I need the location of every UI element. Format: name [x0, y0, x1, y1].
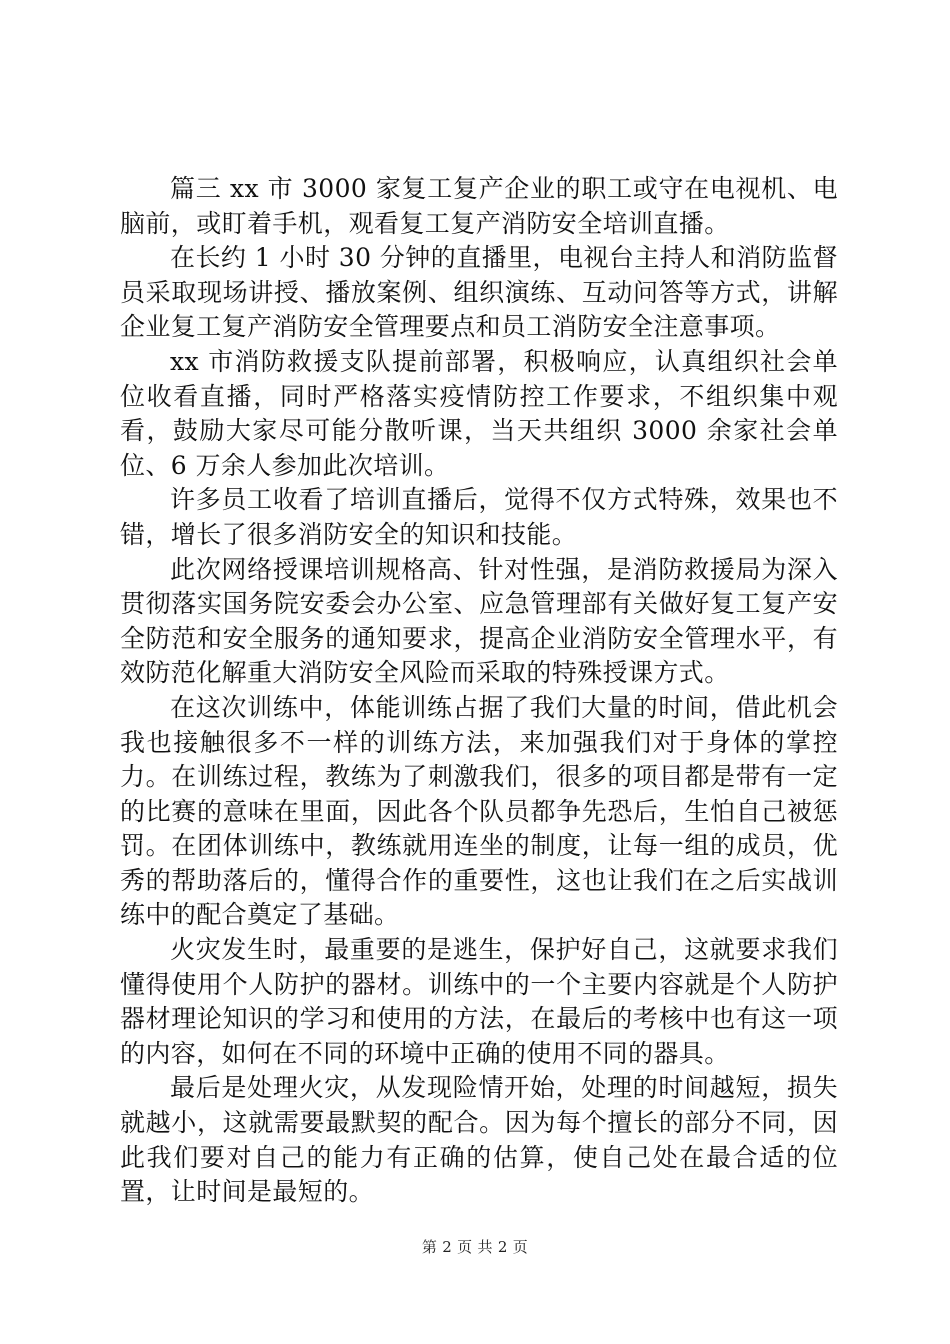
paragraph: 最后是处理火灾，从发现险情开始，处理的时间越短，损失就越小，这就需要最默契的配合。因为每个擅长的部分不同，因此我们要对自己的能力有正确的估算，使自己处在最合适的位置，让时间是最短的。: [120, 1073, 838, 1207]
page-number-footer: 第 2 页 共 2 页: [421, 1238, 529, 1256]
paragraph: xx 市消防救援支队提前部署，积极响应，认真组织社会单位收看直播，同时严格落实疫情防控工作要求，不组织集中观看，鼓励大家尽可能分散听课，当天共组织 3000 余家社会单位、6 万余人参加此次培训。: [120, 346, 838, 480]
paragraph: 此次网络授课培训规格高、针对性强，是消防救援局为深入贯彻落实国务院安委会办公室、应急管理部有关做好复工复产安全防范和安全服务的通知要求，提高企业消防安全管理水平，有效防范化解重大消防安全风险而采取的特殊授课方式。: [120, 554, 838, 688]
paragraph: 篇三 xx 市 3000 家复工复产企业的职工或守在电视机、电脑前，或盯着手机，观看复工复产消防安全培训直播。: [120, 174, 838, 238]
paragraph: 许多员工收看了培训直播后，觉得不仅方式特殊，效果也不错，增长了很多消防安全的知识和技能。: [120, 485, 838, 549]
paragraph: 火灾发生时，最重要的是逃生，保护好自己，这就要求我们懂得使用个人防护的器材。训练中的一个主要内容就是个人防护器材理论知识的学习和使用的方法，在最后的考核中也有这一项的内容，如何在不同的环境中正确的使用不同的器具。: [120, 935, 838, 1068]
paragraph: 在这次训练中，体能训练占据了我们大量的时间，借此机会我也接触很多不一样的训练方法，来加强我们对于身体的掌控力。在训练过程，教练为了刺激我们，很多的项目都是带有一定的比赛的意味在里面，因此各个队员都争先恐后，生怕自己被惩罚。在团体训练中，教练就用连坐的制度，让每一组的成员，优秀的帮助落后的，懂得合作的重要性，这也让我们在之后实战训练中的配合奠定了基础。: [120, 692, 838, 930]
paragraph: 在长约 1 小时 30 分钟的直播里，电视台主持人和消防监督员采取现场讲授、播放案例、组织演练、互动问答等方式，讲解企业复工复产消防安全管理要点和员工消防安全注意事项。: [120, 243, 838, 342]
document-body: [120, 172, 838, 1210]
